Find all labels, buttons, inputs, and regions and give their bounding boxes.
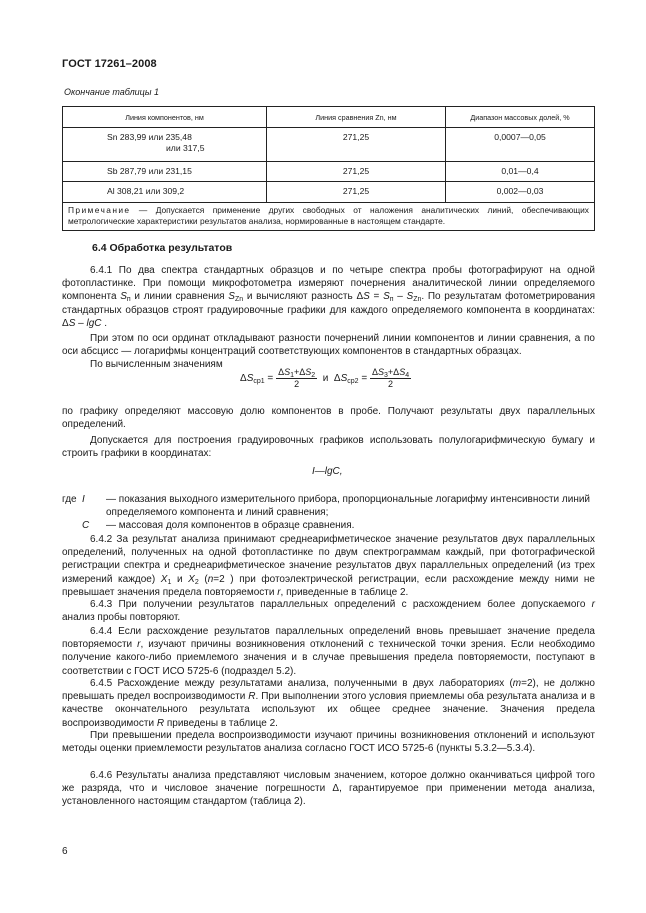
table-caption: Окончание таблицы 1 xyxy=(64,87,159,97)
column-header: Линия компонентов, нм xyxy=(63,107,267,128)
zn-cell: 271,25 xyxy=(267,162,446,182)
table-row xyxy=(63,182,595,203)
note-text: — Допускается применение других свободных от наложения аналитических линий, обеспечивающих метрологические характеристики результатов анализа, нормированные в настоящем стандарте. xyxy=(68,205,589,226)
where-block: где I — показания выходного измерительного прибора, пропорциональные логарифму интенсивности линий определяемого компонента и линий сравнения; С — массовая доля компонентов в образце сравнения. xyxy=(62,494,591,532)
zn-cell: 271,25 xyxy=(267,182,446,203)
paragraph-6-4-5: 6.4.5 Расхождение между результатами анализа, полученными в двух лабораториях (m=2), не должно превышать предел воспроизводимости R. При выполнении этого условия приемлемы оба результата анализа и в качестве окончательного результата используют их общее среднее значение. Значения предела воспроизводимости R приведены в таблице 2. xyxy=(62,678,596,729)
lines-table xyxy=(62,106,595,231)
table-note-row xyxy=(63,203,595,231)
component-cell: Sn 283,99 или 235,48 xyxy=(107,132,192,142)
paragraph-semilog: Допускается для построения градуировочных графиков использовать полулогарифмическую бумагу и строить графики в координатах: xyxy=(62,435,595,460)
table-header-row xyxy=(63,107,595,128)
range-cell: 0,01—0,4 xyxy=(446,162,595,182)
page-number: 6 xyxy=(62,846,68,857)
component-cell: Sb 287,79 или 231,15 xyxy=(107,166,192,176)
paragraph-6-4-6: 6.4.6 Результаты анализа представляют числовым значением, которое должно оканчиваться цифрой того же разряда, что и числовое значение погрешности Δ, гарантируемое при применении метода анализа, установленного настоящим стандартом (таблица 2). xyxy=(62,770,596,808)
paragraph-axes: При этом по оси ординат откладывают разности почернений линии компонентов и линии сравнения, а по оси абсцисс — логарифмы концентраций соответствующих компонентов в стандартных образцах. xyxy=(62,333,595,358)
table-row xyxy=(63,162,595,182)
column-header: Диапазон массовых долей, % xyxy=(446,107,595,128)
formula-coordinates: I—lgC, xyxy=(312,466,343,477)
paragraph-graph: по графику определяют массовую долю компонентов в пробе. Получают результаты двух параллельных определений. xyxy=(62,406,595,431)
component-cell: Al 308,21 или 309,2 xyxy=(107,186,185,196)
range-cell: 0,0007—0,05 xyxy=(446,128,595,162)
formula-mean-diff: $\Delta S_{ср1}$ = $\frac{\Delta S_1+\Delta S_2}{2}$ и $\Delta S_{ср2}$ = $\frac{\Delta S_3+\Delta S_4}{2}$ xyxy=(240,367,410,389)
note-label: Примечание xyxy=(68,205,131,215)
paragraph-6-4-3: 6.4.3 При получении результатов параллельных определений с расхождением более допускаемого r анализ пробы повторяют. xyxy=(62,599,595,624)
component-cell-cont: или 317,5 xyxy=(166,143,205,153)
table-row xyxy=(63,128,595,162)
zn-cell: 271,25 xyxy=(267,128,446,162)
paragraph-exceed: При превышении предела воспроизводимости изучают причины возникновения отклонений и используют методы оценки приемлемости результатов анализа согласно ГОСТ ИСО 5725-6 (пункты 5.3.2—5.3.4). xyxy=(62,730,595,755)
paragraph-6-4-2: 6.4.2 За результат анализа принимают среднеарифметическое значение результатов двух параллельных определений, полученных на одной фотопластинке по двум спектрограммам каждый, при фотографической регистрации спектра и среднеарифметическое значение результатов двух параллельных определений (из трех измерений каждое) $X_1$ и $X_2$ (n=2 ) при фотоэлектрической регистрации, если расхождение между ними не превышает значения предела повторяемости r, приведенные в таблице 2. xyxy=(62,534,595,598)
paragraph-6-4-4: 6.4.4 Если расхождение результатов параллельных определений вновь превышает значение предела повторяемости r, изучают причины возникновения отклонений с технической точки зрения. Если необходимо получение какого-либо приемлемого значения и в случае превышения предела повторяемости, поступают в соответствии с ГОСТ ИСО 5725-6 (подраздел 5.2). xyxy=(62,626,595,677)
where-label: где xyxy=(62,494,77,505)
column-header: Линия сравнения Zn, нм xyxy=(267,107,446,128)
section-title: 6.4 Обработка результатов xyxy=(92,242,233,254)
range-cell: 0,002—0,03 xyxy=(446,182,595,203)
paragraph-6-4-1: 6.4.1 По два спектра стандартных образцов и по четыре спектра пробы фотографируют на одной фотопластинке. При помощи микрофотометра измеряют почернения аналитической линии определяемого компонента $S_п$ и линии сравнения $S_{Zn}$ и вычисляют разность $\Delta S = S_п - S_{Zn}$. По результатам фотометрирования стандартных образцов строят градуировочные графики для каждого определяемого компонента в координатах: ΔS – lgC . xyxy=(62,265,595,329)
paragraph-calc: По вычисленным значениям xyxy=(90,359,223,370)
document-header: ГОСТ 17261–2008 xyxy=(62,58,157,70)
